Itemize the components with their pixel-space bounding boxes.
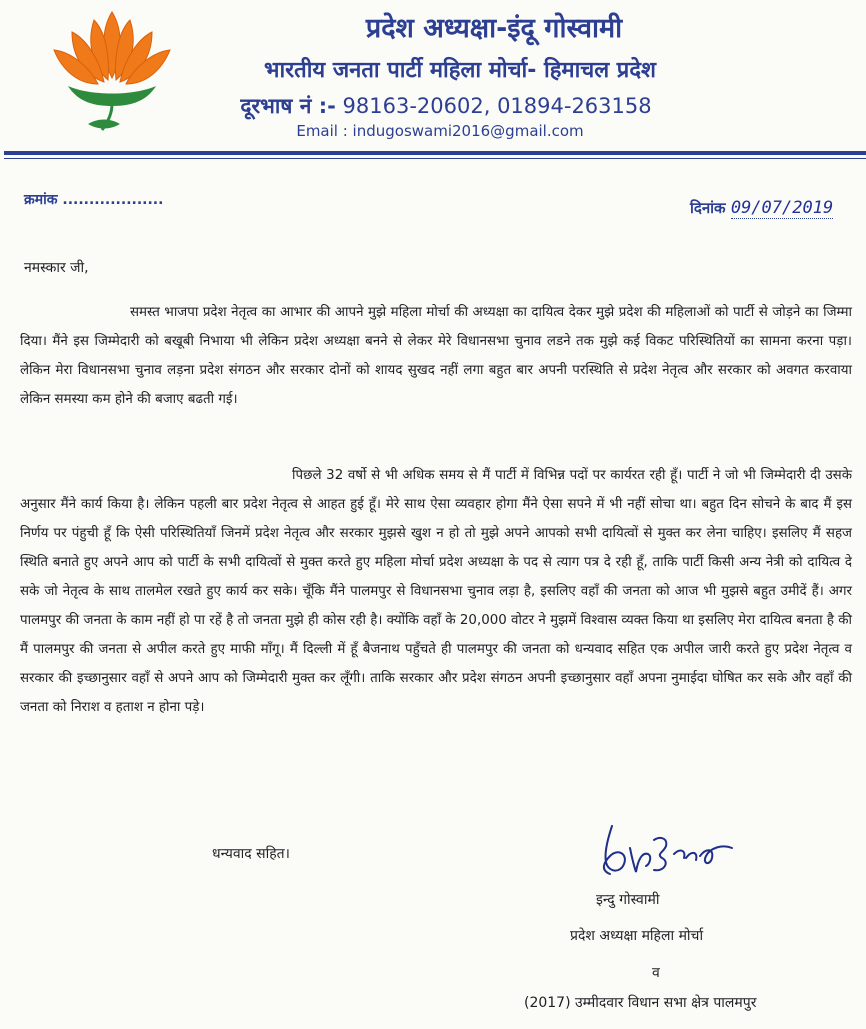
phone-numbers: 98163-20602, 01894-263158 [342, 94, 652, 118]
letterhead-divider-thin [4, 158, 866, 159]
body-paragraph-1: समस्त भाजपा प्रदेश नेतृत्व का आभार की आपने मुझे महिला मोर्चा की अध्यक्षा का दायित्व देकर मुझे प्रदेश की महिलाओं को पार्टी से जोड़ने का जिम्मा दिया। मैंने इस जिम्मेदारी को बखूबी निभाया भी लेकिन प्रदेश अध्यक्षा बनने से लेकर मेरे विधानसभा चुनाव लडने तक मुझे कई विकट परिस्थितियों का सामना करना पड़ा। लेकिन मेरा विधानसभा चुनाव लड़ना प्रदेश संगठन और सरकार दोनों को शायद सुखद नहीं लगा बहुत बार अपनी परस्थिति से प्रदेश नेतृत्व और सरकार को अवगत करवाया लेकिन समस्या कम होने की बजाए बढती गई। [20, 305, 852, 407]
signatory-and: व [652, 965, 660, 981]
body-paragraph-2: पिछले 32 वर्षो से भी अधिक समय से मैं पार्टी में विभिन्न पदों पर कार्यरत रही हूँ। पार्टी ने जो भी जिम्मेदारी दी उसके अनुसार मैंने कार्य किया है। लेकिन पहली बार प्रदेश नेतृत्व से आहत हुई हूँ। मेरे साथ ऐसा व्यवहार होगा मैंने ऐसा सपने में भी नहीं सोचा था। बहुत दिन सोचने के बाद मैं इस निर्णय पर पंहुची हूँ कि ऐसी परिस्थितियाँ जिनमें प्रदेश नेतृत्व और सरकार मुझसे खुश न हो तो मुझे अपने आपको सभी दायित्वों से मुक्त कर लेना चाहिए। इसलिए मैं सहज स्थिति बनाते हुए अपने आप को पार्टी के सभी दायित्वों से मुक्त करते हुए महिला मोर्चा प्रदेश अध्यक्षा के पद से त्याग पत्र दे रही हूँ, ताकि पार्टी किसी अन्य नेत्री को दायित्व दे सके जो नेतृत्व के साथ तालमेल रखते हुए कार्य कर सके। चूँकि मैंने पालमपुर से विधानसभा चुनाव लड़ा है, इसलिए वहाँ की जनता को आज भी मुझसे बहुत उमीदें हैं। अगर पालमपुर की जनता के काम नहीं हो पा रहें है तो जनता मुझे ही कोस रही है। क्योंकि वहाँ के 20,000 वोटर ने मुझमें विश्वास व्यक्त किया था इसलिए मेरा दायित्व बनता है की मैं पालमपुर की जनता से अपील करते हुए माफी माँगू। मैं दिल्ली में हूँ बैजनाथ पहुँचते ही पालमपुर की जनता को धन्यवाद सहित एक अपील जारी करते हुए प्रदेश नेतृत्व व सरकार की इच्छानुसार वहाँ से अपने आप को जिम्मेदारी मुक्त कर लूँगी। ताकि सरकार और प्रदेश संगठन अपनी इच्छानुसार वहाँ अपना नुमाईदा घोषित कर सके और वहाँ की जनता को निराश व हताश न होना पड़े। [20, 468, 852, 715]
signatory-name: इन्दु गोस्वामी [596, 892, 660, 908]
signatory-post: प्रदेश अध्यक्षा महिला मोर्चा [570, 928, 704, 944]
date-line [690, 198, 833, 218]
date-label: दिनांक [690, 199, 726, 217]
signature-image [590, 818, 750, 884]
reference-number: क्रमांक ................... [24, 192, 164, 208]
phone-label: दूरभाष नं :- [240, 94, 336, 118]
letterhead-divider [4, 151, 866, 155]
letterhead-organization: भारतीय जनता पार्टी महिला मोर्चा- हिमाचल प्रदेश [264, 58, 656, 83]
date-value: 09/07/2019 [730, 198, 834, 218]
letterhead-title: प्रदेश अध्यक्षा-इंदू गोस्वामी [365, 13, 623, 44]
greeting: नमस्कार जी, [24, 260, 89, 276]
closing-thanks: धन्यवाद सहित। [212, 846, 290, 862]
signatory-candidacy: (2017) उम्मीदवार विधान सभा क्षेत्र पालमपुर [524, 995, 757, 1011]
letterhead-email: Email : indugoswami2016@gmail.com [296, 122, 584, 140]
letterhead-phone [196, 92, 696, 120]
lotus-logo [50, 6, 174, 138]
